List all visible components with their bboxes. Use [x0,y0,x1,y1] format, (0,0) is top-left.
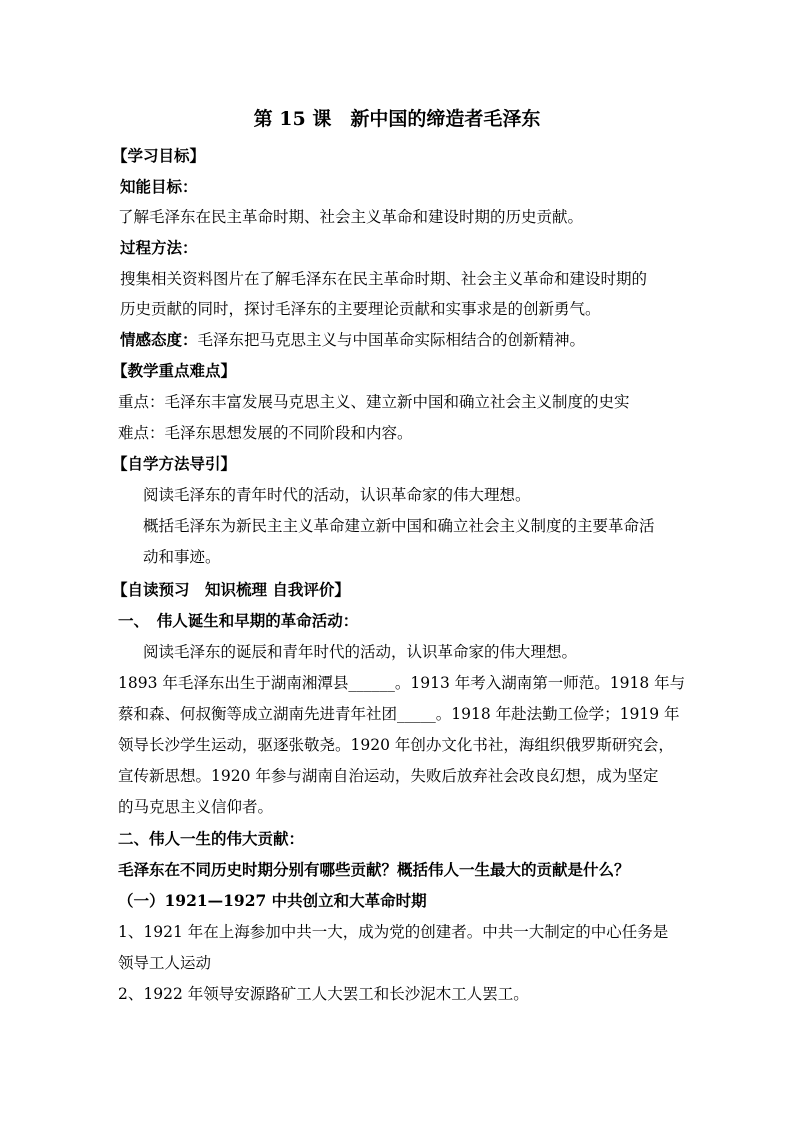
part-one-paragraph-5: 的马克思主义信仰者。 [118,798,274,816]
part-two-question: 毛泽东在不同历史时期分别有哪些贡献？概括伟人一生最大的贡献是什么？ [118,860,630,879]
subheading-period-one: （一）1921—1927 中共创立和大革命时期 [118,891,427,910]
period-one-item-2: 2、1922 年领导安源路矿工人大罢工和长沙泥木工人罢工。 [118,985,529,1003]
part-one-paragraph-4: 宣传新思想。1920 年参与湖南自治运动，失败后放弃社会改良幻想，成为坚定 [118,767,659,785]
lesson-title: 第 15 课 新中国的缔造者毛泽东 [253,108,541,130]
section-heading-key-points: 【教学重点难点】 [112,361,237,380]
process-method-text-2: 历史贡献的同时，探讨毛泽东的主要理论贡献和实事求是的创新勇气。 [120,300,601,318]
section-heading-objectives: 【学习目标】 [112,146,206,165]
emotion-attitude-text: 毛泽东把马克思主义与中国革命实际相结合的创新精神。 [197,331,586,349]
section-heading-self-study-guide: 【自学方法导引】 [112,454,237,473]
section-heading-preview: 【自读预习 知识梳理 自我评价】 [112,580,350,599]
part-one-paragraph-1: 1893 年毛泽东出生于湖南湘潭县______。1913 年考入湖南第一师范。1918 年与 [118,674,686,692]
guide-text-1: 阅读毛泽东的青年时代的活动，认识革命家的伟大理想。 [143,486,531,504]
subheading-part-two: 二、伟人一生的伟大贡献： [118,829,305,848]
subheading-knowledge-goal: 知能目标： [120,177,198,196]
emotion-attitude-line [120,330,794,350]
subheading-process-method: 过程方法： [120,238,198,257]
process-method-text-1: 搜集相关资料图片在了解毛泽东在民主革命时期、社会主义革命和建设时期的 [120,270,648,288]
guide-text-3: 动和事迹。 [143,548,221,566]
period-one-item-1b: 领导工人运动 [118,954,212,972]
subheading-emotion-attitude: 情感态度： [120,330,198,349]
guide-text-2: 概括毛泽东为新民主主义革命建立新中国和确立社会主义制度的主要革命活 [143,517,655,535]
part-one-paragraph-2: 蔡和森、何叔衡等成立湖南先进青年社团_____。1918 年赴法勤工俭学；1919 年 [118,705,680,723]
subheading-part-one: 一、 伟人诞生和早期的革命活动： [118,611,359,630]
part-one-paragraph-3: 领导长沙学生运动，驱逐张敬尧。1920 年创办文化书社，海组织俄罗斯研究会， [118,736,674,754]
knowledge-goal-text: 了解毛泽东在民主革命时期、社会主义革命和建设时期的历史贡献。 [118,208,584,226]
period-one-item-1a: 1、1921 年在上海参加中共一大，成为党的创建者。中共一大制定的中心任务是 [118,923,669,941]
key-point-text: 重点：毛泽东丰富发展马克思主义、建立新中国和确立社会主义制度的史实 [118,393,630,411]
part-one-intro: 阅读毛泽东的诞辰和青年时代的活动，认识革命家的伟大理想。 [143,643,578,661]
difficulty-text: 难点：毛泽东思想发展的不同阶段和内容。 [118,424,413,442]
